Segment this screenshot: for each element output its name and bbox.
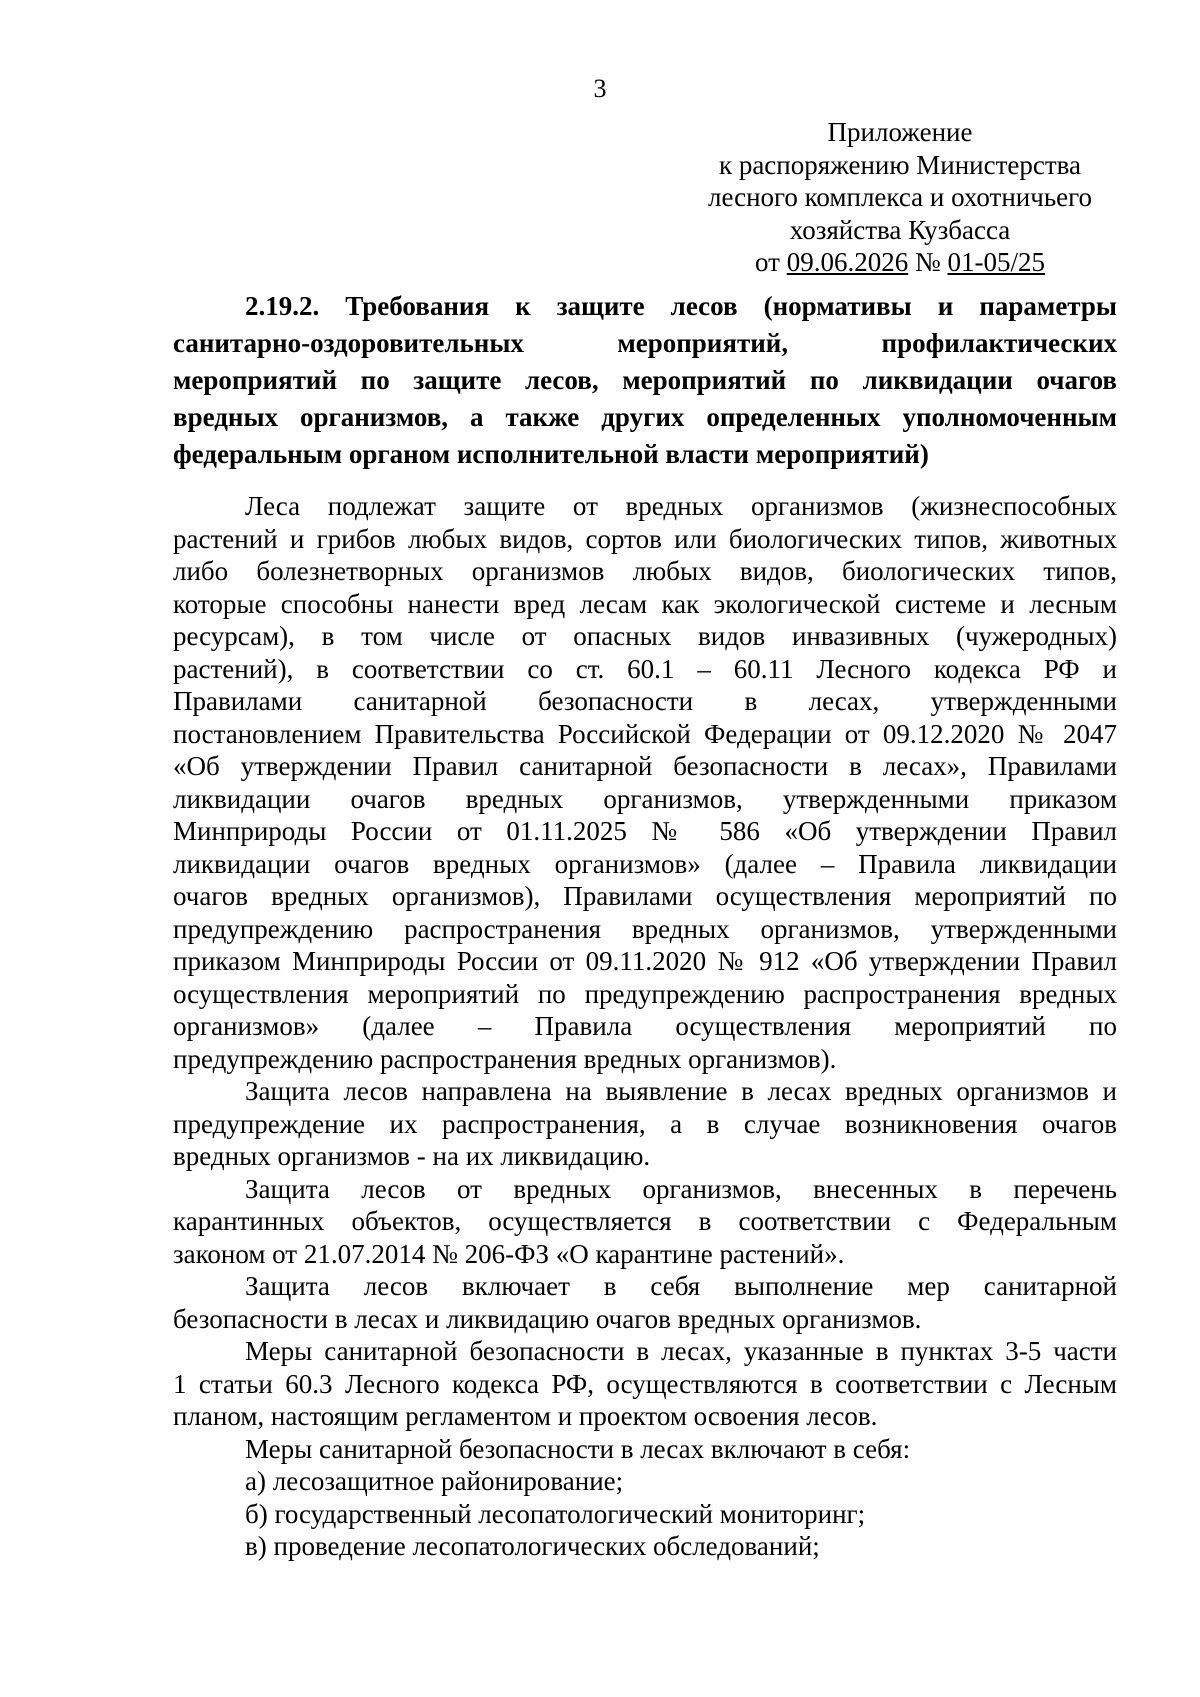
body-line: «Об утверждении Правил санитарной безопасности в лесах», Правилами [173,751,1117,781]
body-line: безопасности в лесах и ликвидацию очагов вредных организмов. [173,1303,922,1334]
body-line: Защита лесов включает в себя выполнение мер санитарной [245,1271,1117,1301]
body-line: приказом Минприроды России от 09.11.2020 № 912 «Об утверждении Правил [173,946,1117,976]
heading-line: федеральным органом исполнительной власти мероприятий) [173,439,929,469]
appendix-line: лесного комплекса и охотничьего [707,182,1093,212]
body-line: предупреждение их распространения, а в случае возникновения очагов [173,1108,1117,1139]
heading-line: вредных организмов, а также других определенных уполномоченным [173,402,1117,432]
body-line: законом от 21.07.2014 № 206-ФЗ «О карантине растений». [173,1238,845,1269]
body-line: ресурсам), в том числе от опасных видов инвазивных (чужеродных) [173,621,1117,651]
body-line: вредных организмов - на их ликвидацию. [173,1141,651,1171]
body-line: постановлением Правительства Российской Федерации от 09.12.2020 № 2047 [173,718,1117,749]
number-prefix: № [908,247,948,277]
heading-line: мероприятий по защите лесов, мероприятий по ликвидации очагов [173,365,1117,395]
body-line: Меры санитарной безопасности в лесах включают в себя: [245,1433,911,1464]
appendix-date-line [640,246,1160,279]
body-line: ликвидации очагов вредных организмов» (далее – Правила ликвидации [173,848,1117,879]
heading-line: санитарно-оздоровительных мероприятий, профилактических [173,328,1117,358]
body-line: карантинных объектов, осуществляется в соответствии с Федеральным [173,1206,1117,1236]
appendix-line: к распоряжению Министерства [718,149,1082,180]
section-heading [173,288,1117,473]
date-prefix: от [755,247,787,277]
body-line: организмов» (далее – Правила осуществления мероприятий по [173,1011,1117,1041]
list-item: а) лесозащитное районирование; [245,1466,624,1496]
body-line: растений и грибов любых видов, сортов или биологических типов, животных [173,523,1117,554]
list-item: в) проведение лесопатологических обследований; [245,1531,820,1561]
body-line: Правилами санитарной безопасности в лесах, утвержденными [173,686,1117,716]
appendix-title: Приложение [827,117,973,147]
body-line: 1 статьи 60.3 Лесного кодекса РФ, осуществляются в соответствии с Лесным [173,1368,1117,1399]
body-line: осуществления мероприятий по предупреждению распространения вредных [173,978,1117,1009]
appendix-line: хозяйства Кузбасса [789,214,1011,245]
body-line: растений), в соответствии со ст. 60.1 – 60.11 Лесного кодекса РФ и [173,653,1117,684]
body-line: ликвидации очагов вредных организмов, утвержденными приказом [173,783,1117,814]
appendix-block [640,116,1160,279]
body-line: Минприроды России от 01.11.2025 № 586 «Об утверждении Правил [173,816,1117,846]
body-line: планом, настоящим регламентом и проектом освоения лесов. [173,1401,878,1431]
body-text [173,490,1117,1563]
body-line: Защита лесов направлена на выявление в лесах вредных организмов и [245,1076,1117,1106]
body-line: Леса подлежат защите от вредных организмов (жизнеспособных [245,491,1117,521]
heading-line: 2.19.2. Требования к защите лесов (нормативы и параметры [245,291,1117,321]
page-number: 3 [593,74,607,103]
list-item: б) государственный лесопатологический мониторинг; [245,1498,866,1529]
body-line: Защита лесов от вредных организмов, внесенных в перечень [245,1173,1117,1204]
document-number: 01-05/25 [947,247,1045,277]
document-date: 09.06.2026 [786,247,909,277]
body-line: Меры санитарной безопасности в лесах, указанные в пунктах 3-5 части [245,1336,1117,1366]
body-line: очагов вредных организмов), Правилами осуществления мероприятий по [173,881,1117,911]
body-line: предупреждению распространения вредных организмов). [173,1043,837,1074]
body-line: предупреждению распространения вредных организмов, утвержденными [173,913,1117,944]
body-line: которые способны нанести вред лесам как экологической системе и лесным [173,588,1117,619]
body-line: либо болезнетворных организмов любых видов, биологических типов, [173,556,1117,586]
